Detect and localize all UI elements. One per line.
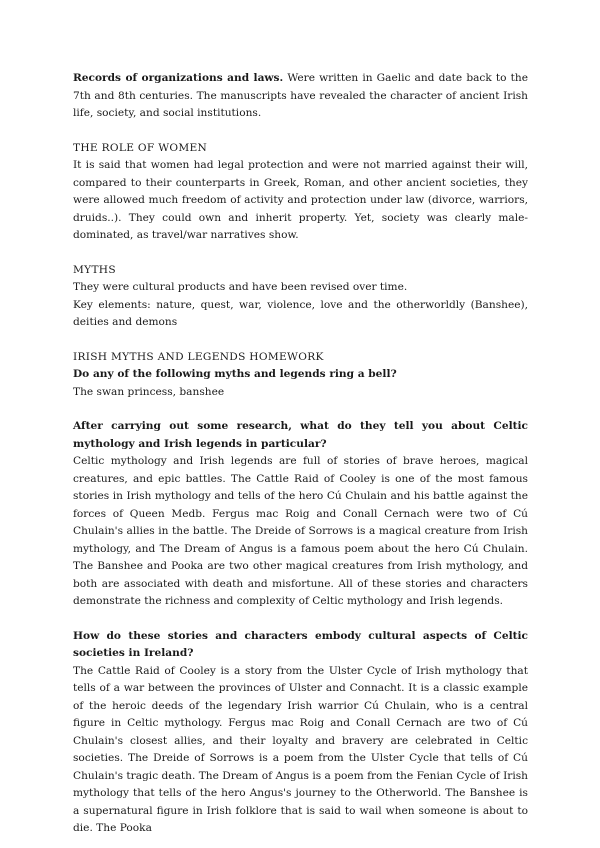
question-1: Do any of the following myths and legends ring a bell? (73, 368, 397, 380)
records-lead: Records of organizations and laws. (73, 72, 284, 84)
answer-1: The swan princess, banshee (73, 385, 225, 398)
myths-line-2: Key elements: nature, quest, war, violence, love and the otherworldly (Banshee), deities and demons (73, 298, 528, 328)
document-page (73, 70, 528, 838)
role-of-women-paragraph: It is said that women had legal protection and were not married against their will, compared to their counterparts in Greek, Roman, and other ancient societies, they were allowed much freedom of activity and protection under law (divorce, warriors, druids..). They could own and inherit property. Yet, society was clearly male-dominated, as travel/war narratives show. (73, 159, 528, 241)
myths-heading: MYTHS (73, 263, 116, 276)
myths-line-1: They were cultural products and have been revised over time. (73, 281, 408, 293)
role-of-women-heading: THE ROLE OF WOMEN (73, 141, 208, 154)
records-text: Were written in Gaelic and date back to the 7th and 8th centuries. The manuscripts have revealed the character of ancient Irish life, society, and social institutions. (73, 72, 528, 119)
question-3: How do these stories and characters embody cultural aspects of Celtic societies in Ireland? (73, 629, 528, 659)
records-paragraph (73, 70, 528, 123)
homework-heading: IRISH MYTHS AND LEGENDS HOMEWORK (73, 350, 324, 363)
answer-2: Celtic mythology and Irish legends are full of stories of brave heroes, magical creatures, and epic battles. The Cattle Raid of Cooley is one of the most famous stories in Irish mythology and tells of the hero Cú Chulain and his battle against the forces of Queen Medb. Fergus mac Roig and Conall Cernach were two of Cú Chulain's allies in the battle. The Dreide of Sorrows is a magical creature from Irish mythology, and The Dream of Angus is a famous poem about the hero Cú Chulain. The Banshee and Pooka are two other magical creatures from Irish mythology, and both are associated with death and misfortune. All of these stories and characters demonstrate the richness and complexity of Celtic mythology and Irish legends. (73, 455, 528, 607)
answer-3: The Cattle Raid of Cooley is a story from the Ulster Cycle of Irish mythology that tells of a war between the provinces of Ulster and Connacht. It is a classic example of the heroic deeds of the legendary Irish warrior Cú Chulain, who is a central figure in Celtic mythology. Fergus mac Roig and Conall Cernach are two of Cú Chulain's closest allies, and their loyalty and bravery are celebrated in Celtic societies. The Dreide of Sorrows is a poem from the Ulster Cycle that tells of Cú Chulain's tragic death. The Dream of Angus is a poem from the Fenian Cycle of Irish mythology that tells of the hero Angus's journey to the Otherworld. The Banshee is a supernatural figure in Irish folklore that is said to wail when someone is about to die. The Pooka (73, 664, 528, 834)
question-2: After carrying out some research, what do they tell you about Celtic mythology and Irish legends in particular? (73, 420, 528, 450)
